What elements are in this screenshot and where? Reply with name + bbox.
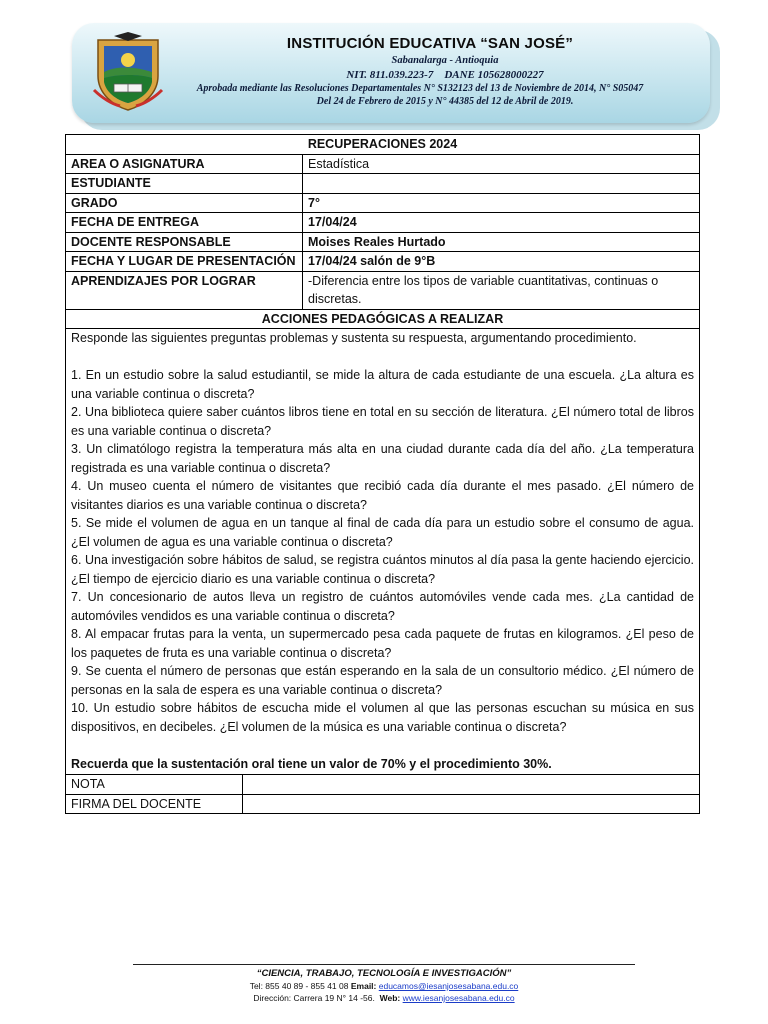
field-label: FECHA DE ENTREGA bbox=[66, 213, 303, 232]
field-value-teacher: Moises Reales Hurtado bbox=[308, 234, 446, 249]
grade-value[interactable] bbox=[243, 775, 699, 794]
recovery-form-table bbox=[65, 134, 700, 814]
question-item: 8. Al empacar frutas para la venta, un supermercado pesa cada paquete de frutas en kilogramos. ¿El peso de los paquetes de fruta es una variable continua o discreta? bbox=[71, 627, 694, 660]
question-item: 9. Se cuenta el número de personas que están esperando en la sala de un consultorio médico. ¿El número de personas en la sala de espera es una variable continua o discreta? bbox=[71, 664, 694, 697]
field-row-presentation bbox=[66, 252, 699, 272]
footer-contact bbox=[133, 981, 635, 991]
field-value-delivery-date: 17/04/24 bbox=[308, 215, 357, 229]
institution-name: INSTITUCIÓN EDUCATIVA “SAN JOSÉ” bbox=[286, 35, 574, 52]
actions-body bbox=[66, 329, 699, 774]
field-value-presentation: 17/04/24 salón de 9°B bbox=[308, 254, 436, 268]
grade-row bbox=[66, 775, 699, 795]
field-row-delivery-date bbox=[66, 213, 699, 233]
field-label: ESTUDIANTE bbox=[66, 174, 303, 193]
footer-address-line bbox=[133, 993, 635, 1003]
question-item: 1. En un estudio sobre la salud estudiantil, se mide la altura de cada estudiante de una escuela. ¿La altura es una variable continua o discreta? bbox=[71, 368, 694, 401]
footer-web-link[interactable]: www.iesanjosesabana.edu.co bbox=[402, 993, 515, 1003]
form-title: RECUPERACIONES 2024 bbox=[307, 137, 458, 151]
field-row-subject bbox=[66, 155, 699, 175]
field-row-student bbox=[66, 174, 699, 194]
field-value-learning-goals: -Diferencia entre los tipos de variable cuantitativas, continuas o discretas. bbox=[308, 273, 659, 306]
approval-resolution-line-2: Del 24 de Febrero de 2015 y N° 44385 del 12 de Abril de 2019. bbox=[316, 96, 574, 107]
field-label: APRENDIZAJES POR LOGRAR bbox=[66, 272, 303, 309]
form-title-row bbox=[66, 135, 699, 155]
instructions-text: Responde las siguientes preguntas problemas y sustenta su respuesta, argumentando procedimiento. bbox=[71, 331, 637, 345]
grade-label: NOTA bbox=[66, 775, 243, 794]
footer-divider bbox=[133, 964, 635, 965]
field-label: GRADO bbox=[66, 194, 303, 213]
signature-value[interactable] bbox=[243, 795, 699, 814]
signature-row bbox=[66, 795, 699, 814]
field-row-learning-goals bbox=[66, 272, 699, 310]
footer-motto: “CIENCIA, TRABAJO, TECNOLOGÍA E INVESTIGACIÓN” bbox=[256, 968, 512, 979]
question-item: 3. Un climatólogo registra la temperatura más alta en una ciudad durante cada día del año. ¿La temperatura registrada es una variable continua o discreta? bbox=[71, 442, 694, 475]
field-label: FECHA Y LUGAR DE PRESENTACIÓN bbox=[66, 252, 303, 271]
question-item: 7. Un concesionario de autos lleva un registro de cuántos automóviles vende cada mes. ¿La cantidad de automóviles vendidos es una variable continua o discreta? bbox=[71, 590, 694, 623]
field-value-student[interactable] bbox=[303, 174, 699, 193]
footer-address: Dirección: Carrera 19 N° 14 -56. bbox=[253, 993, 375, 1003]
question-item: 4. Un museo cuenta el número de visitantes que recibió cada día durante el mes pasado. ¿El número de visitantes diarios es una variable continua o discreta? bbox=[71, 479, 694, 512]
footer-web-label: Web: bbox=[379, 993, 401, 1003]
field-label: DOCENTE RESPONSABLE bbox=[66, 233, 303, 252]
field-value-subject: Estadística bbox=[308, 156, 370, 171]
field-label: AREA O ASIGNATURA bbox=[66, 155, 303, 174]
footer-phone: Tel: 855 40 89 - 855 41 08 bbox=[249, 981, 349, 991]
approval-resolution-line-1: Aprobada mediante las Resoluciones Departamentales N° S132123 del 13 de Noviembre de 2014, N° S05047 bbox=[196, 83, 644, 94]
school-crest-logo bbox=[92, 32, 164, 112]
field-row-teacher bbox=[66, 233, 699, 253]
question-item: 10. Un estudio sobre hábitos de escucha mide el volumen al que las personas escuchan su música en sus dispositivos, en decibeles. ¿El volumen de la música es una variable continua o discreta? bbox=[71, 701, 694, 734]
institution-nit-dane: NIT. 811.039.223-7 DANE 105628000227 bbox=[346, 69, 544, 81]
actions-title: ACCIONES PEDAGÓGICAS A REALIZAR bbox=[261, 311, 504, 326]
footer-email-label: Email: bbox=[350, 981, 377, 991]
field-row-grade bbox=[66, 194, 699, 214]
question-item: 2. Una biblioteca quiere saber cuántos libros tiene en total en su sección de literatura. ¿El número total de libros es una variable continua o discreta? bbox=[71, 405, 694, 438]
question-item: 6. Una investigación sobre hábitos de salud, se registra cuántos minutos al día pasa la gente haciendo ejercicio. ¿El tiempo de ejercicio diario es una variable continua o discreta? bbox=[71, 553, 694, 586]
field-value-grade: 7° bbox=[308, 195, 320, 210]
question-item: 5. Se mide el volumen de agua en un tanque al final de cada día para un estudio sobre el consumo de agua. ¿El volumen de agua es una variable continua o discreta? bbox=[71, 516, 694, 549]
actions-title-row bbox=[66, 310, 699, 330]
institution-location: Sabanalarga - Antioquia bbox=[391, 55, 499, 66]
actions-body-row bbox=[66, 329, 699, 775]
signature-label: FIRMA DEL DOCENTE bbox=[66, 795, 243, 814]
grading-note: Recuerda que la sustentación oral tiene un valor de 70% y el procedimiento 30%. bbox=[71, 756, 552, 771]
footer-email-link[interactable]: educamos@iesanjosesabana.edu.co bbox=[378, 981, 519, 991]
